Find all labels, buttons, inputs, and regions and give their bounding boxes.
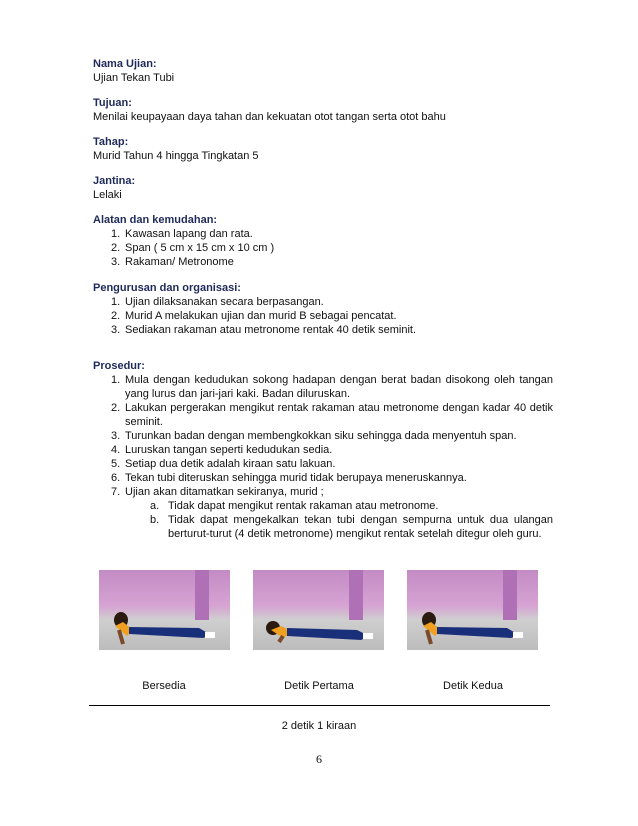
- jantina-section: [93, 174, 553, 202]
- list-item: 2. Murid A melakukan ujian dan murid B sebagai pencatat.: [111, 310, 397, 322]
- list-item: 2. Lakukan pergerakan mengikut rentak rakaman atau metronome dengan kadar 40 detik seminit.: [111, 402, 553, 428]
- nama-label: Nama Ujian:: [93, 58, 157, 70]
- caption-detik-kedua: Detik Kedua: [443, 680, 503, 692]
- pengurusan-section: [93, 281, 553, 337]
- list-item: 4. Luruskan tangan seperti kedudukan sedia.: [111, 444, 333, 456]
- photo-detik-pertama: [253, 570, 384, 650]
- nama-section: [93, 57, 553, 85]
- jantina-value: Lelaki: [93, 189, 122, 201]
- list-item: 2. Span ( 5 cm x 15 cm x 10 cm ): [111, 242, 275, 254]
- photo-detik-kedua: [407, 570, 538, 650]
- prosedur-section: [93, 359, 553, 541]
- caption-detik-pertama: Detik Pertama: [284, 680, 354, 692]
- list-item: 7. Ujian akan ditamatkan sekiranya, murid ;: [111, 486, 324, 498]
- tujuan-section: [93, 96, 553, 124]
- pengurusan-list: [93, 295, 553, 337]
- nama-value: Ujian Tekan Tubi: [93, 72, 175, 84]
- tujuan-label: Tujuan:: [93, 97, 132, 109]
- list-item: 1. Mula dengan kedudukan sokong hadapan dengan berat badan disokong oleh tangan yang lurus dan jari-jari kaki. Badan diluruskan.: [111, 374, 553, 400]
- photo-bersedia: [99, 570, 230, 650]
- list-item: 3. Turunkan badan dengan membengkokkan siku sehingga dada menyentuh span.: [111, 430, 517, 442]
- list-item: a. Tidak dapat mengikut rentak rakaman atau metronome.: [150, 500, 439, 512]
- list-item: b. Tidak dapat mengekalkan tekan tubi dengan sempurna untuk dua ulangan berturut-turut (4 detik metronome) mengikut rentak setelah ditegur oleh guru.: [150, 514, 553, 540]
- alatan-label: Alatan dan kemudahan:: [93, 214, 218, 226]
- tahap-label: Tahap:: [93, 136, 129, 148]
- list-item: 3. Rakaman/ Metronome: [111, 256, 234, 268]
- prosedur-label: Prosedur:: [93, 360, 145, 372]
- list-item: 5. Setiap dua detik adalah kiraan satu lakuan.: [111, 458, 336, 470]
- list-item: 6. Tekan tubi diteruskan sehingga murid tidak berupaya meneruskannya.: [111, 472, 467, 484]
- list-item: 3. Sediakan rakaman atau metronome rentak 40 detik seminit.: [111, 324, 417, 336]
- prosedur-list: [93, 373, 553, 499]
- list-item: 1. Ujian dilaksanakan secara berpasangan.: [111, 296, 324, 308]
- pengurusan-label: Pengurusan dan organisasi:: [93, 282, 241, 294]
- prosedur-sublist: [93, 499, 553, 541]
- caption-bersedia: Bersedia: [142, 680, 186, 692]
- tahap-value: Murid Tahun 4 hingga Tingkatan 5: [93, 150, 259, 162]
- alatan-list: [93, 227, 553, 269]
- tujuan-value: Menilai keupayaan daya tahan dan kekuatan otot tangan serta otot bahu: [93, 111, 446, 123]
- alatan-section: [93, 213, 553, 269]
- list-item: 1. Kawasan lapang dan rata.: [111, 228, 253, 240]
- page-number: 6: [316, 752, 322, 766]
- footnote: 2 detik 1 kiraan: [281, 720, 357, 732]
- tahap-section: [93, 135, 553, 163]
- jantina-label: Jantina:: [93, 175, 136, 187]
- divider: [89, 705, 550, 706]
